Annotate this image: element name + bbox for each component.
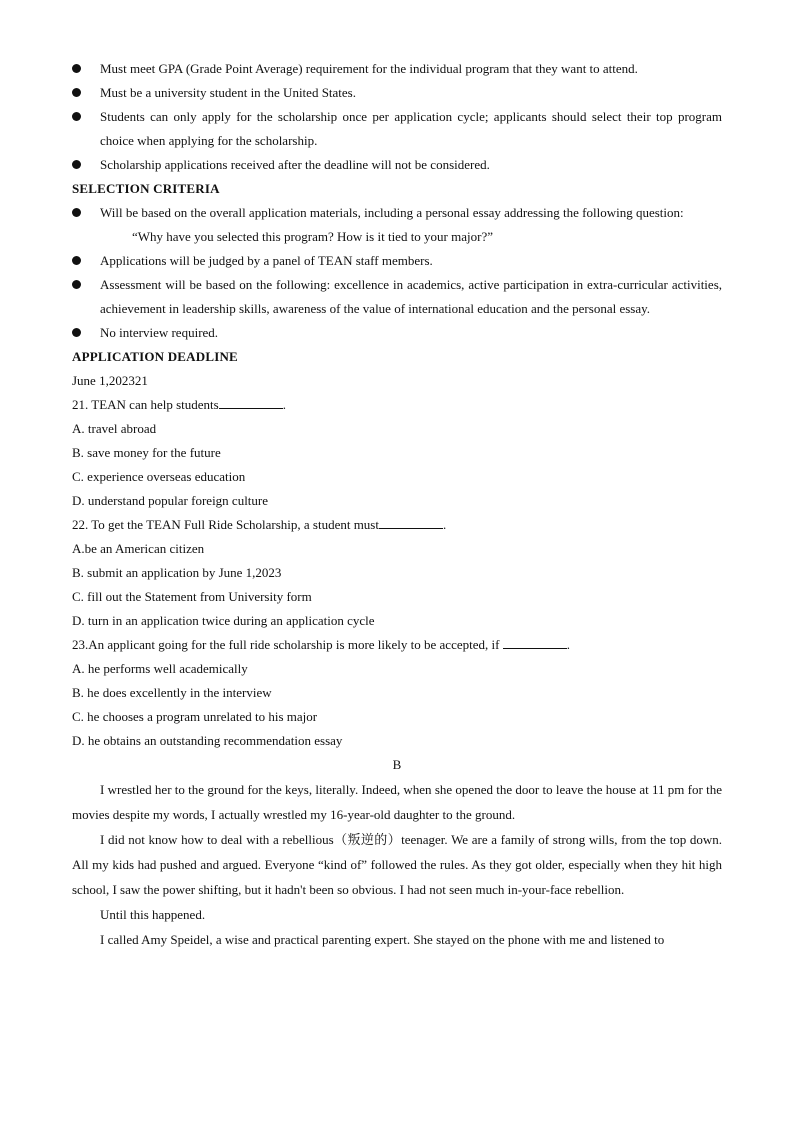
eligibility-item: Must be a university student in the United States.: [72, 81, 722, 105]
option-c: C. experience overseas education: [72, 469, 246, 484]
option-d: D. understand popular foreign culture: [72, 493, 269, 508]
passage-paragraph: I wrestled her to the ground for the keys, literally. Indeed, when she opened the door to leave the house at 11 pm for the movies despite my words, I actually wrestled my 16-year-old daughter to the ground.: [72, 782, 722, 822]
question-stem: 21. TEAN can help students .: [72, 397, 286, 412]
bullet-icon: [72, 256, 81, 265]
passage-b: [72, 777, 722, 952]
essay-question-quote: “Why have you selected this program? How is it tied to your major?”: [132, 229, 494, 244]
option-d: D. he obtains an outstanding recommendation essay: [72, 733, 343, 748]
deadline-date: June 1,202321: [72, 373, 148, 388]
option-c: C. he chooses a program unrelated to his major: [72, 709, 318, 724]
selection-item: Assessment will be based on the following: excellence in academics, active participation in extra-curricular activities, achievement in leadership skills, awareness of the value of international education and the personal essay.: [72, 273, 722, 321]
bullet-icon: [72, 328, 81, 337]
passage-paragraph: I did not know how to deal with a rebellious（叛逆的）teenager. We are a family of strong wills, from the top down. All my kids had pushed and argued. Everyone “kind of” followed the rules. As they got older, especially when they hit high school, I saw the power shifting, but it hadn't been so obvious. I had not seen much in-your-face rebellion.: [72, 832, 722, 897]
question-21: [72, 393, 722, 513]
bullet-icon: [72, 160, 81, 169]
selection-criteria-list: [72, 201, 722, 345]
option-a: A.be an American citizen: [72, 541, 205, 556]
selection-item: No interview required.: [72, 321, 722, 345]
eligibility-item: Scholarship applications received after the deadline will not be considered.: [72, 153, 722, 177]
answer-blank: [379, 516, 443, 529]
option-b: B. save money for the future: [72, 445, 221, 460]
selection-item: Applications will be judged by a panel of TEAN staff members.: [72, 249, 722, 273]
option-a: A. travel abroad: [72, 421, 157, 436]
option-a: A. he performs well academically: [72, 661, 248, 676]
eligibility-list: [72, 57, 722, 177]
bullet-icon: [72, 64, 81, 73]
option-d: D. turn in an application twice during an application cycle: [72, 613, 375, 628]
option-b: B. he does excellently in the interview: [72, 685, 272, 700]
deadline-heading: APPLICATION DEADLINE: [72, 349, 238, 364]
selection-item: Will be based on the overall application materials, including a personal essay addressing the following question: “Why have you selected this program? How is it tied to your major?”: [72, 201, 722, 249]
passage-paragraph: Until this happened.: [100, 907, 206, 922]
passage-paragraph: I called Amy Speidel, a wise and practical parenting expert. She stayed on the phone with me and listened to: [100, 932, 665, 947]
passage-label: B: [392, 757, 402, 772]
bullet-icon: [72, 280, 81, 289]
option-c: C. fill out the Statement from University form: [72, 589, 312, 604]
answer-blank: [219, 396, 283, 409]
bullet-icon: [72, 112, 81, 121]
answer-blank: [503, 636, 567, 649]
bullet-icon: [72, 88, 81, 97]
option-b: B. submit an application by June 1,2023: [72, 565, 282, 580]
bullet-icon: [72, 208, 81, 217]
question-stem: 22. To get the TEAN Full Ride Scholarship, a student must .: [72, 517, 447, 532]
question-stem: 23.An applicant going for the full ride scholarship is more likely to be accepted, if .: [72, 637, 570, 652]
question-23: [72, 633, 722, 753]
eligibility-item: Must meet GPA (Grade Point Average) requirement for the individual program that they want to attend.: [72, 57, 722, 81]
question-22: [72, 513, 722, 633]
eligibility-item: Students can only apply for the scholarship once per application cycle; applicants should select their top program choice when applying for the scholarship.: [72, 105, 722, 153]
selection-criteria-heading: SELECTION CRITERIA: [72, 181, 220, 196]
document-page: [72, 57, 722, 952]
